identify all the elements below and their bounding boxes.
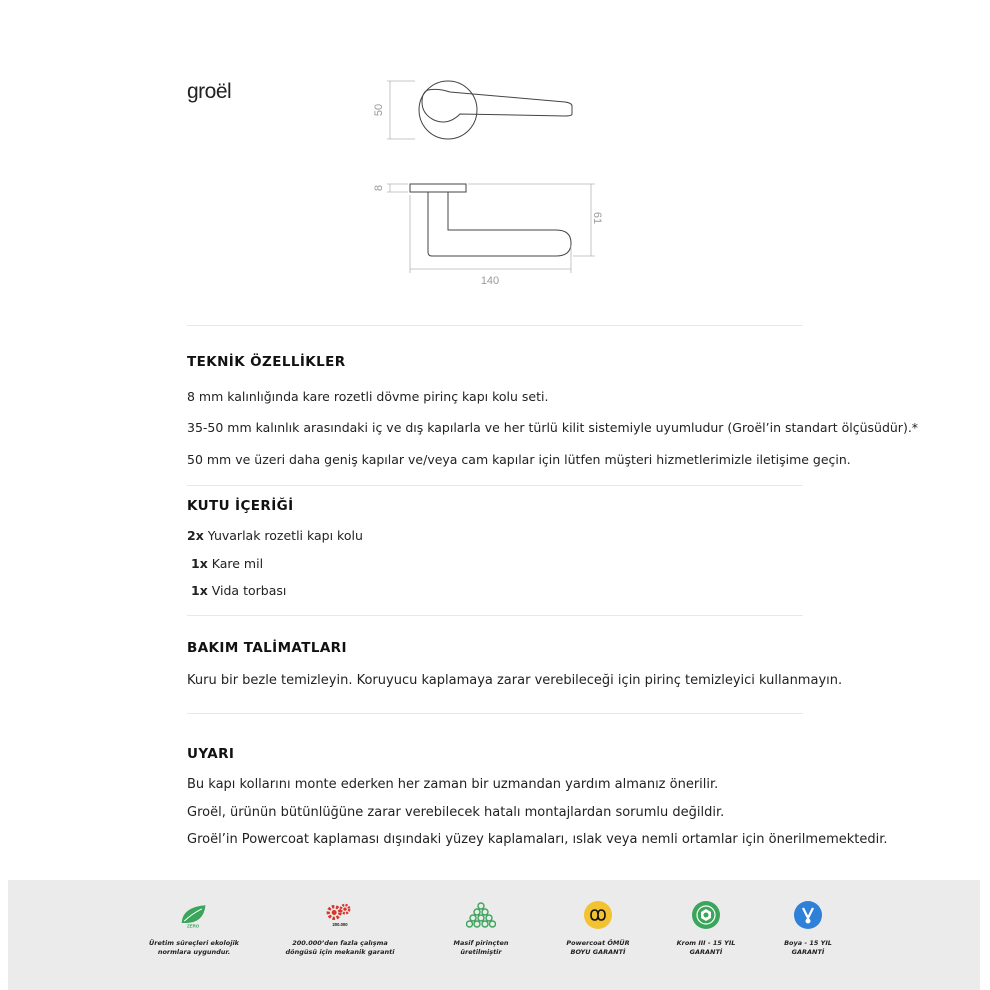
divider <box>187 325 803 326</box>
box-item-qty: 1x <box>191 556 208 571</box>
brand-logo: groël <box>187 80 232 103</box>
tech-specs-heading: TEKNİK ÖZELLİKLER <box>187 354 346 370</box>
dim-140-label: 140 <box>480 275 500 287</box>
lever-top-view <box>422 89 572 122</box>
svg-text:ZERO: ZERO <box>186 923 200 929</box>
box-item <box>187 528 363 543</box>
badge-paint <box>748 900 868 957</box>
box-item <box>191 583 286 598</box>
badge-caption: üretilmiştir <box>460 947 502 956</box>
badge-solid-brass <box>421 900 541 957</box>
gears-icon <box>325 900 355 930</box>
badge-eco <box>134 900 254 957</box>
warning-line: Groël’in Powercoat kaplaması dışındaki yüzey kaplamaları, ıslak veya nemli ortamlar için önerilmemektedir. <box>187 832 888 847</box>
badge-caption: Boya - 15 YIL <box>784 939 832 947</box>
warning-line: Bu kapı kollarını monte ederken her zaman bir uzmandan yardım almanız önerilir. <box>187 777 719 792</box>
box-item-qty: 1x <box>191 583 208 598</box>
care-text: Kuru bir bezle temizleyin. Koruyucu kaplamaya zarar verebileceği için pirinç temizleyici kullanmayın. <box>187 673 843 688</box>
badge-caption: BOYU GARANTİ <box>570 947 626 956</box>
divider <box>187 485 803 486</box>
box-item-text: Yuvarlak rozetli kapı kolu <box>207 528 363 543</box>
tech-spec-line: 35-50 mm kalınlık arasındaki iç ve dış kapılarla ve her türlü kilit sistemiyle uyumludur (Groël’in standart ölçüsüdür).* <box>187 420 919 435</box>
tech-spec-line: 8 mm kalınlığında kare rozetli dövme pirinç kapı kolu seti. <box>187 389 549 404</box>
badge-caption: normlara uygundur. <box>157 947 231 956</box>
badge-caption: 200.000’den fazla çalışma <box>292 939 388 947</box>
ingot-stack-icon <box>466 900 496 930</box>
badge-caption: Masif pirinçten <box>453 939 509 947</box>
box-item-text: Kare mil <box>211 556 264 571</box>
badge-caption: GARANTİ <box>791 947 825 956</box>
box-item-qty: 2x <box>187 528 204 543</box>
badge-cycles <box>280 900 400 957</box>
guarantee-badges-bar <box>8 880 980 990</box>
warning-heading: UYARI <box>187 746 235 762</box>
badge-caption: Powercoat ÖMÜR <box>566 939 630 947</box>
technical-drawing <box>360 70 620 290</box>
rosette-side-view <box>410 184 466 192</box>
badge-caption: Üretim süreçleri ekolojik <box>149 939 239 947</box>
svg-text:200.000: 200.000 <box>332 921 348 927</box>
badge-powercoat <box>538 900 658 957</box>
care-heading: BAKIM TALİMATLARI <box>187 640 347 656</box>
badge-caption: GARANTİ <box>689 947 723 956</box>
box-item <box>191 556 263 571</box>
dim-61-label: 61 <box>591 211 603 225</box>
box-contents-heading: KUTU İÇERİĞİ <box>187 498 294 514</box>
divider <box>187 615 803 616</box>
badge-caption: Krom III - 15 YIL <box>676 939 736 947</box>
dim-8-label: 8 <box>373 184 385 192</box>
divider <box>187 713 803 714</box>
lever-side-view <box>428 192 571 256</box>
box-item-text: Vida torbası <box>211 583 287 598</box>
infinity-icon <box>583 900 613 930</box>
leaf-icon <box>179 900 209 930</box>
dim-50-label: 50 <box>373 103 385 117</box>
paint-shield-icon <box>793 900 823 930</box>
warning-line: Groël, ürünün bütünlüğüne zarar verebilecek hatalı montajlardan sorumlu değildir. <box>187 805 725 820</box>
badge-caption: döngüsü için mekanik garanti <box>285 947 395 956</box>
chrome-shield-icon <box>691 900 721 930</box>
tech-spec-line: 50 mm ve üzeri daha geniş kapılar ve/veya cam kapılar için lütfen müşteri hizmetlerimizle iletişime geçin. <box>187 452 851 467</box>
